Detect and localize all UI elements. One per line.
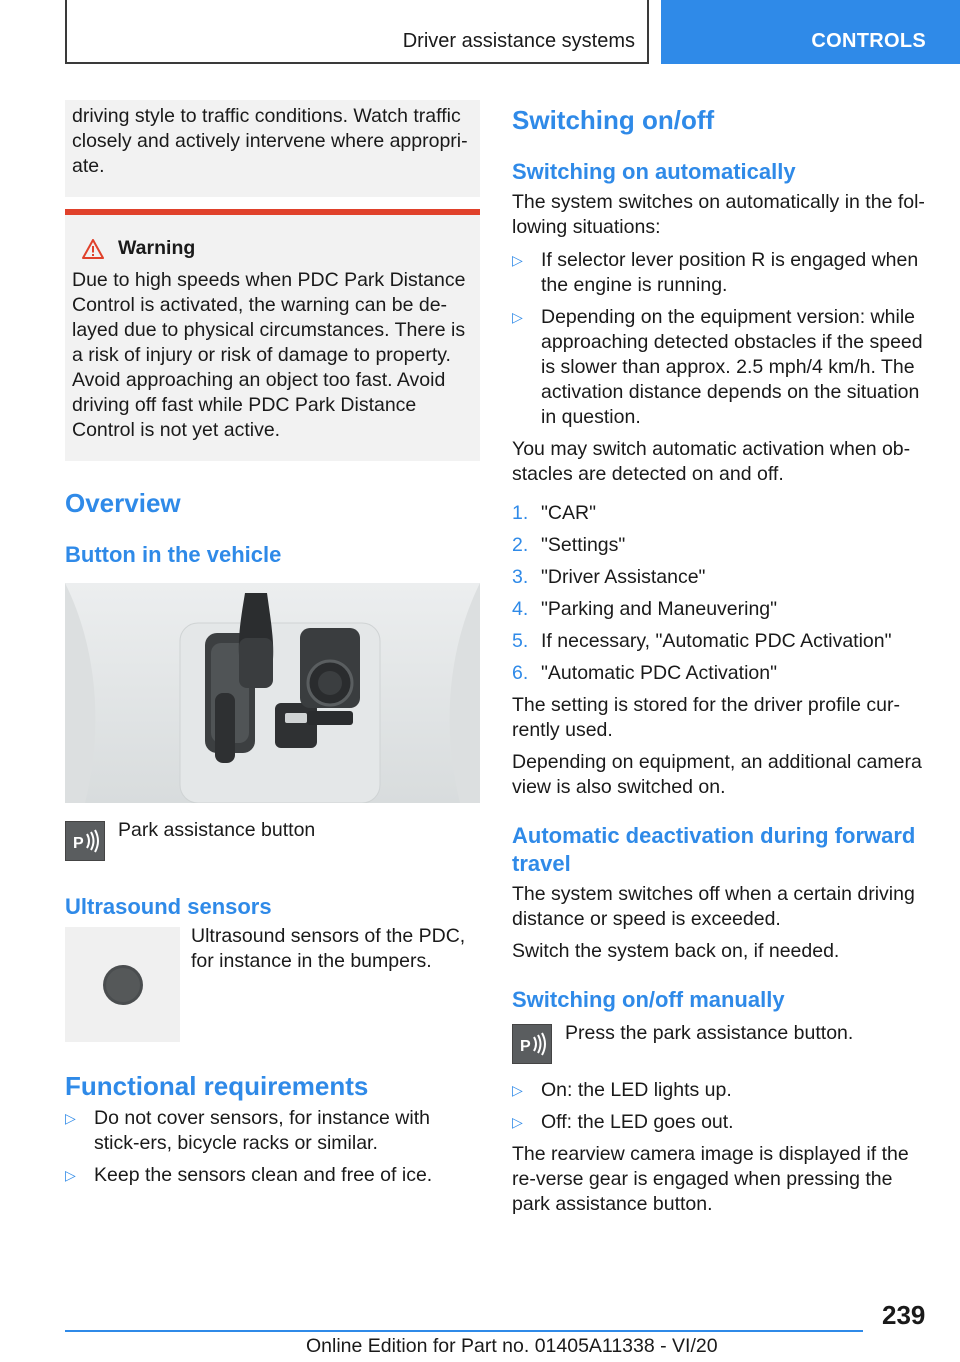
ultrasound-sensor-image [65, 927, 180, 1042]
footer-rule [65, 1330, 863, 1332]
bullet-triangle-icon: ▷ [65, 1167, 76, 1183]
list-item: 5. If necessary, "Automatic PDC Activation" [512, 630, 892, 652]
svg-text:P: P [520, 1038, 531, 1055]
sensor-disc-icon [101, 963, 145, 1007]
bullet-triangle-icon: ▷ [512, 1082, 523, 1098]
list-item: 2. "Settings" [512, 534, 626, 556]
manual-list [512, 1078, 930, 1135]
warning-box [65, 209, 480, 461]
auto-on-heading: Switching on automatically [512, 159, 796, 184]
svg-text:P: P [73, 835, 84, 852]
warning-header [72, 237, 472, 260]
header-section-box [65, 0, 649, 64]
park-assistance-icon [65, 821, 105, 861]
functional-requirements-heading: Functional requirements [65, 1071, 369, 1101]
left-column [65, 100, 480, 1195]
ultrasound-text: Ultrasound sensors of the PDC, for instance in the bumpers. [191, 925, 466, 972]
stored-text: The setting is stored for the driver profile cur-rently used. [512, 694, 900, 741]
list-item: ▷ Off: the LED goes out. [512, 1111, 734, 1133]
center-console-photo [65, 583, 480, 803]
rearview-text: The rearview camera image is displayed if the re-verse gear is engaged when pressing the park assistance button. [512, 1143, 909, 1215]
page-number: 239 [882, 1300, 926, 1330]
manual-press-text: Press the park assistance button. [565, 1022, 854, 1044]
button-caption: Park assistance button [118, 819, 316, 841]
warning-text: Due to high speeds when PDC Park Distance Control is activated, the warning can be de-layed due to physical circumstances. There is a risk of injury or risk of damage to property. Avoid approaching an object too fast. Avoid driving off fast while PDC Park Distance Control is not yet active. [72, 269, 466, 441]
list-item: ▷ On: the LED lights up. [512, 1079, 732, 1101]
intro-text: driving style to traffic conditions. Watch traffic closely and actively intervene where appropri-ate. [72, 105, 468, 177]
manual-heading: Switching on/off manually [512, 987, 785, 1012]
section-title: Driver assistance systems [402, 30, 635, 52]
intro-note-box [65, 100, 480, 197]
auto-activation-text: You may switch automatic activation when ob-stacles are detected on and off. [512, 438, 911, 485]
auto-on-list [512, 248, 930, 430]
camera-text: Depending on equipment, an additional camera view is also switched on. [512, 751, 922, 798]
button-caption-row [65, 821, 480, 861]
bullet-triangle-icon: ▷ [512, 309, 523, 325]
chapter-tab-label: CONTROLS [811, 30, 926, 52]
ultrasound-row [65, 927, 480, 1042]
button-heading: Button in the vehicle [65, 542, 282, 567]
list-item: ▷ If selector lever position R is engaged when the engine is running. [512, 249, 919, 296]
warning-triangle-icon [82, 239, 104, 259]
ultrasound-heading: Ultrasound sensors [65, 894, 272, 919]
list-item: 4. "Parking and Maneuvering" [512, 598, 778, 620]
list-item: 1. "CAR" [512, 502, 597, 524]
auto-on-text: The system switches on automatically in the fol-lowing situations: [512, 191, 925, 238]
manual-press-row [512, 1024, 930, 1064]
switch-back-text: Switch the system back on, if needed. [512, 940, 840, 962]
list-item: 6. "Automatic PDC Activation" [512, 662, 778, 684]
bullet-triangle-icon: ▷ [65, 1110, 76, 1126]
switching-heading: Switching on/off [512, 105, 715, 135]
center-console-image [65, 583, 480, 803]
list-item: ▷ Do not cover sensors, for instance with stick-ers, bicycle racks or similar. [65, 1107, 430, 1154]
chapter-tab [661, 0, 960, 64]
settings-steps-list [512, 501, 930, 686]
functional-requirements-list [65, 1106, 480, 1188]
list-item: 3. "Driver Assistance" [512, 566, 706, 588]
deactivation-heading: Automatic deactivation during forward travel [512, 823, 916, 876]
bullet-triangle-icon: ▷ [512, 1114, 523, 1130]
list-item: ▷ Depending on the equipment version: while approaching detected obstacles if the speed is slower than approx. 2.5 mph/4 km/h. The activation distance depends on the situation in question. [512, 306, 923, 428]
deactivation-text: The system switches off when a certain driving distance or speed is exceeded. [512, 883, 915, 930]
right-column [512, 100, 930, 1217]
list-item: ▷ Keep the sensors clean and free of ice. [65, 1164, 433, 1186]
edition-text: Online Edition for Part no. 01405A11338 - VI/20 [306, 1335, 718, 1357]
warning-title: Warning [118, 237, 196, 259]
park-assistance-icon [512, 1024, 552, 1064]
overview-heading: Overview [65, 488, 181, 518]
bullet-triangle-icon: ▷ [512, 252, 523, 268]
